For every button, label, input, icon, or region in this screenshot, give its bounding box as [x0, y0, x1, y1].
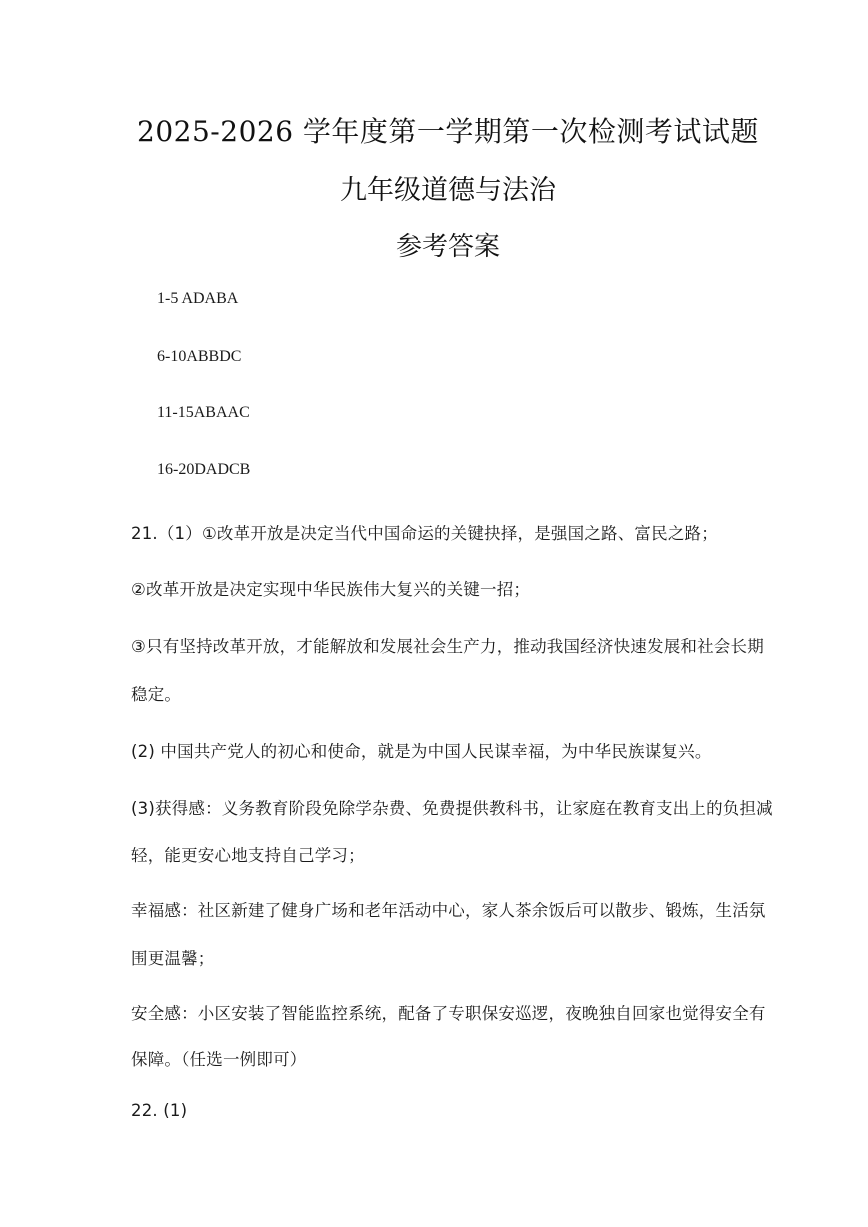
q21-part1-point3: ③只有坚持改革开放，才能解放和发展社会生产力，推动我国经济快速发展和社会长期 — [131, 637, 764, 656]
q21-part2: (2) 中国共产党人的初心和使命，就是为中国人民谋幸福，为中华民族谋复兴。 — [131, 742, 712, 761]
q21-part1-point1: 21.（1）①改革开放是决定当代中国命运的关键抉择，是强国之路、富民之路； — [131, 524, 718, 543]
q21-part1-point2: ②改革开放是决定实现中华民族伟大复兴的关键一招； — [131, 580, 531, 599]
choice-answers-11-15: 11-15ABAAC — [157, 404, 250, 421]
q22-heading: 22. (1) — [131, 1101, 188, 1120]
choice-answers-1-5: 1-5 ADABA — [157, 290, 239, 307]
q21-part1-point3-cont: 稳定。 — [131, 685, 182, 704]
subject-title: 九年级道德与法治 — [340, 175, 556, 206]
answer-key-heading: 参考答案 — [395, 232, 500, 262]
exam-title: 2025-2026 学年度第一学期第一次检测考试试题 — [137, 115, 759, 148]
q21-part3-security-cont: 保障。（任选一例即可） — [131, 1050, 307, 1069]
choice-answers-6-10: 6-10ABBDC — [157, 348, 242, 365]
q21-part3-happiness-cont: 围更温馨； — [131, 949, 215, 968]
q21-part3-gain-cont: 轻，能更安心地支持自己学习； — [131, 846, 365, 865]
choice-answers-16-20: 16-20DADCB — [157, 461, 251, 478]
q21-part3-happiness: 幸福感：社区新建了健身广场和老年活动中心，家人茶余饭后可以散步、锻炼，生活氛 — [131, 901, 766, 920]
q21-part3-security: 安全感：小区安装了智能监控系统，配备了专职保安巡逻，夜晚独自回家也觉得安全有 — [131, 1004, 766, 1023]
q21-part3-gain: (3)获得感：义务教育阶段免除学杂费、免费提供教科书，让家庭在教育支出上的负担减 — [131, 799, 773, 818]
